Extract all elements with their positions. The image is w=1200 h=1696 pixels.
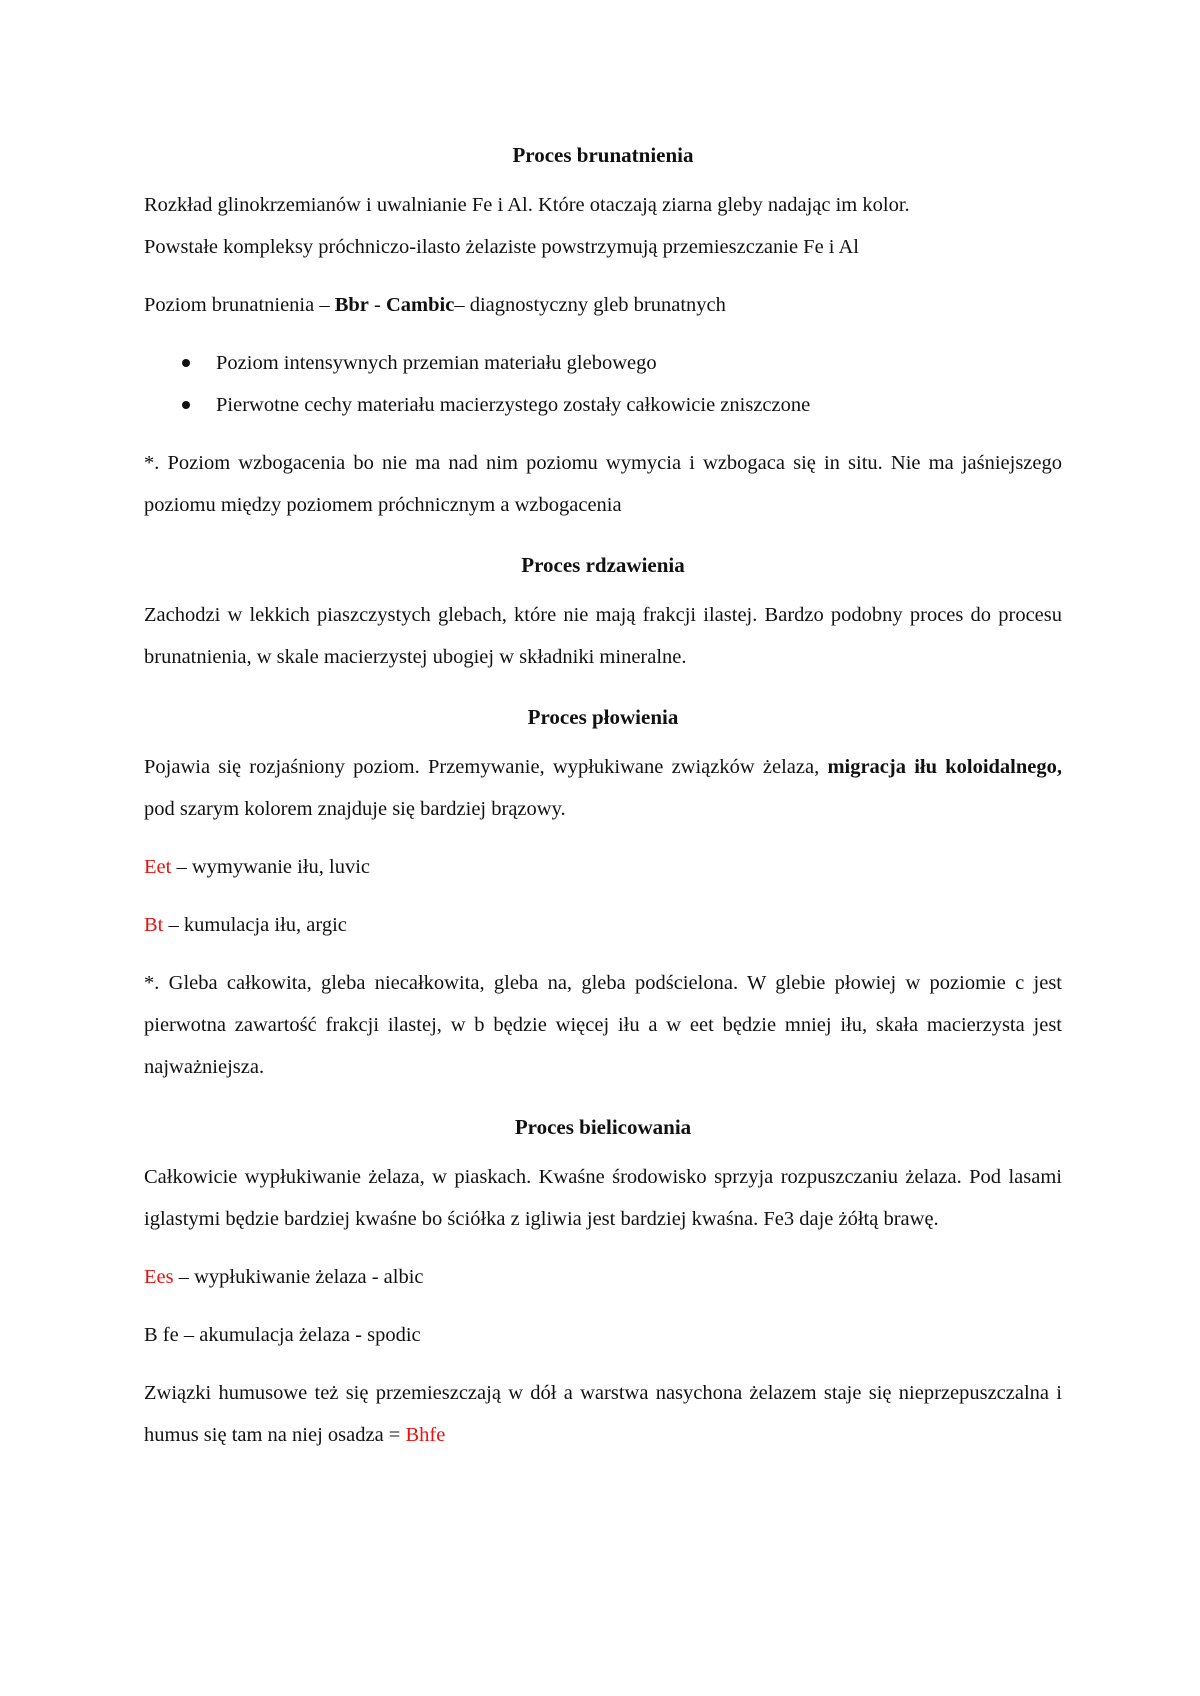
list-item-text: Poziom intensywnych przemian materiału glebowego <box>216 352 657 374</box>
text-run: Związki humusowe też się przemieszczają w dół a warstwa nasychona żelazem staje się nieprzepuszczalna i humus się tam na niej osadza = <box>144 1382 1062 1446</box>
section-title-rdzawienia: Proces rdzawienia <box>521 553 685 577</box>
bullet-icon <box>182 401 190 409</box>
paragraph-poziom-brunatnienia <box>144 284 1062 326</box>
paragraph-note-wzbogacenia: *. Poziom wzbogacenia bo nie ma nad nim poziomu wymycia i wzbogaca się in situ. Nie ma jaśniejszego poziomu między poziomem próchnicznym a wzbogacenia <box>144 452 1062 516</box>
list-item-text: Pierwotne cechy materiału macierzystego zostały całkowicie zniszczone <box>216 394 811 416</box>
list-item <box>144 384 1062 426</box>
horizon-description: – wypłukiwanie żelaza - albic <box>173 1266 424 1288</box>
horizon-description: – wymywanie iłu, luvic <box>171 856 371 878</box>
horizon-line-bt <box>144 904 1062 946</box>
text-run: Pojawia się rozjaśniony poziom. Przemywanie, wypłukiwane związków żelaza, <box>144 756 828 778</box>
horizon-code-eet: Eet <box>144 856 172 878</box>
paragraph-bielicowania: Całkowicie wypłukiwanie żelaza, w piaskach. Kwaśne środowisko sprzyja rozpuszczaniu żelaza. Pod lasami iglastymi będzie bardziej kwaśne bo ściółka z igliwia jest bardziej kwaśna. Fe3 daje żółtą brawę. <box>144 1166 1062 1230</box>
horizon-code-ees: Ees <box>144 1266 174 1288</box>
horizon-line-ees <box>144 1256 1062 1298</box>
paragraph-line: Rozkład glinokrzemianów i uwalnianie Fe i Al. Które otaczają ziarna gleby nadając im kolor. <box>144 194 910 216</box>
bullet-list <box>144 342 1062 426</box>
horizon-description: – kumulacja iłu, argic <box>163 914 347 936</box>
bold-phrase-migracja: migracja iłu koloidalnego, <box>827 756 1062 778</box>
horizon-code-bhfe: Bhfe <box>405 1424 446 1446</box>
list-item <box>144 342 1062 384</box>
paragraph-brunatnienia-intro <box>144 184 1062 268</box>
paragraph-plowienia <box>144 746 1062 830</box>
paragraph-humus <box>144 1372 1062 1456</box>
paragraph-line: Powstałe kompleksy próchniczo-ilasto żelaziste powstrzymują przemieszczanie Fe i Al <box>144 236 859 258</box>
section-title-plowienia: Proces płowienia <box>527 705 679 729</box>
horizon-line-bfe: B fe – akumulacja żelaza - spodic <box>144 1324 421 1346</box>
horizon-code-bt: Bt <box>144 914 164 936</box>
text-run: - <box>368 294 386 316</box>
paragraph-rdzawienia: Zachodzi w lekkich piaszczystych glebach, które nie mają frakcji ilastej. Bardzo podobny proces do procesu brunatnienia, w skale macierzystej ubogiej w składniki mineralne. <box>144 604 1062 668</box>
horizon-line-eet <box>144 846 1062 888</box>
text-run: Poziom brunatnienia – <box>144 294 335 316</box>
bullet-icon <box>182 359 190 367</box>
paragraph-note-plowienia: *. Gleba całkowita, gleba niecałkowita, gleba na, gleba podścielona. W glebie płowiej w poziomie c jest pierwotna zawartość frakcji ilastej, w b będzie więcej iłu a w eet będzie mniej iłu, skała macierzysta jest najważniejsza. <box>144 972 1062 1078</box>
horizon-code-bbr: Bbr <box>334 294 369 316</box>
text-run: pod szarym kolorem znajduje się bardziej brązowy. <box>144 798 566 820</box>
section-title-brunatnienia: Proces brunatnienia <box>512 143 694 167</box>
section-title-bielicowania: Proces bielicowania <box>514 1115 692 1139</box>
text-run: – diagnostyczny gleb brunatnych <box>454 294 726 316</box>
document-page <box>144 138 1062 1456</box>
horizon-name-cambic: Cambic <box>386 294 455 316</box>
